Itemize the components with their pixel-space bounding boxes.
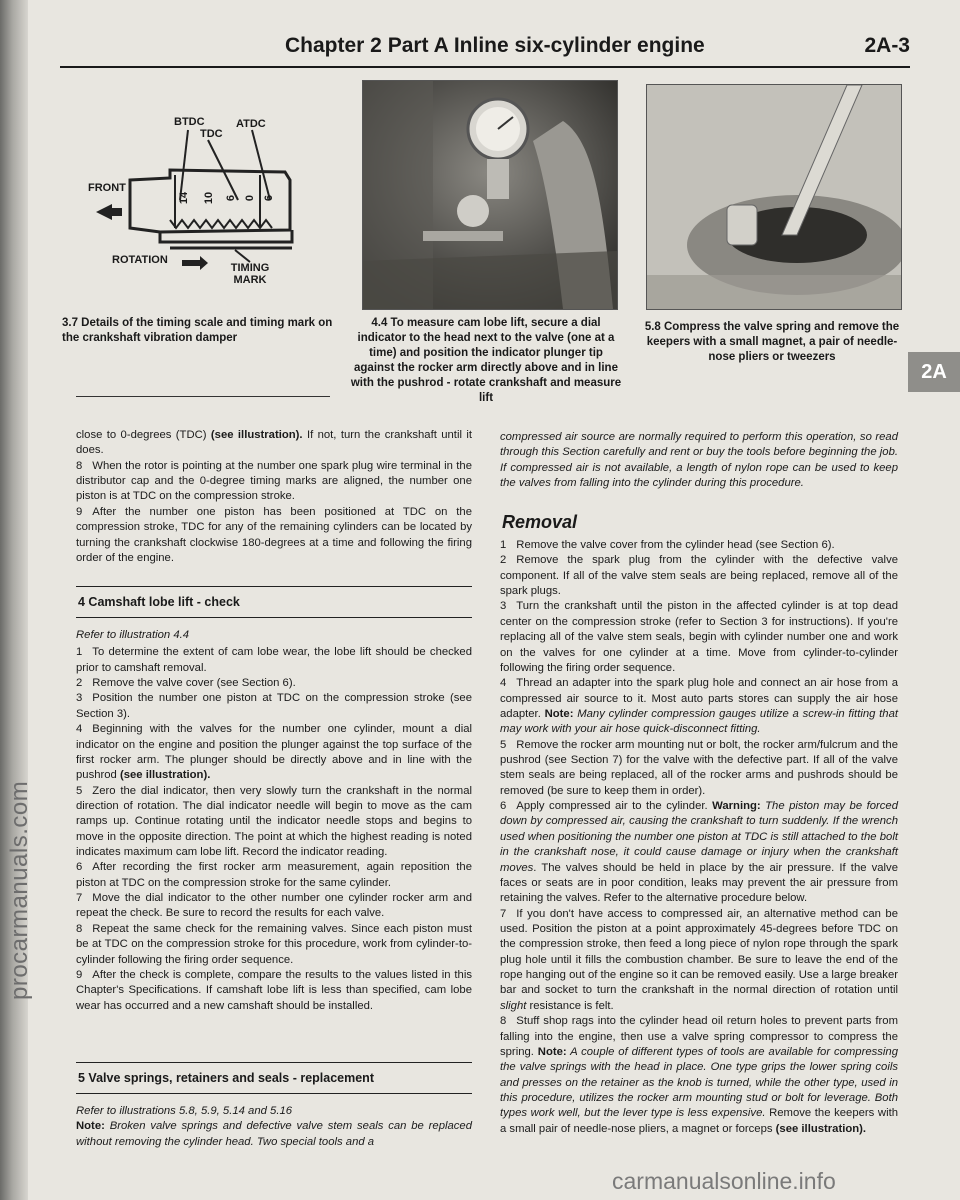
figure-3-7-caption: 3.7 Details of the timing scale and timing mark on the crankshaft vibration damper [62,317,333,344]
scale-number: 14 [178,191,191,205]
section-4-heading: 4 Camshaft lobe lift - check [76,586,472,618]
right-column-intro [500,430,898,491]
intro-paragraph: close to 0-degrees (TDC) (see illustration). If not, turn the crankshaft until it does. [76,429,472,457]
page-number: 2A-3 [864,34,910,57]
scale-number: 10 [203,191,216,205]
bottom-watermark: carmanualsonline.info [612,1168,836,1194]
step-paragraph: 2 Remove the spark plug from the cylinder with the defective valve component. If all of the valve stem seals are being replaced, remove all of the spark plugs. [500,554,898,598]
scale-number: 0 [244,194,257,202]
refer-line: Refer to illustrations 5.8, 5.9, 5.14 and 5.16 [76,1105,293,1117]
scale-number: 6 [262,194,275,202]
left-column-top [76,428,472,566]
dial-indicator-photo [362,80,618,310]
timing-mark-label: TIMING MARK [230,262,270,287]
page-header [60,30,910,68]
left-column-section4 [76,628,472,1014]
step-paragraph: 2 Remove the valve cover (see Section 6). [76,677,296,690]
refer-line: Refer to illustration 4.4 [76,629,190,641]
btdc-label: BTDC [174,116,205,128]
timing-diagram [60,100,340,310]
chapter-tab: 2A [908,352,960,392]
step-paragraph: 9 After the number one piston has been positioned at TDC on the compression stroke, TDC for any of the remaining cylinders can be located by turning the crankshaft clockwise 180-degrees at a time and following the firing order of the engine. [76,505,472,564]
step-paragraph: 7 Move the dial indicator to the other number one cylinder rocker arm and repeat the check. Be sure to record the results for each valve. [76,892,472,920]
figure-5-8-caption: 5.8 Compress the valve spring and remove the keepers with a small magnet, a pair of needle-nose pliers or tweezers [644,321,900,363]
step-paragraph: 5 Zero the dial indicator, then very slowly turn the crankshaft in the normal direction of rotation. The dial indicator needle will begin to move as the cam ramps up. Continue rotating until the indicator needle stops and begins to move in the opposite direction. The point at which the highest reading is noted indicates maximum cam lobe lift. Record the indicator reading. [76,784,472,859]
removal-heading: Removal [502,512,578,532]
step-paragraph: 7 If you don't have access to compressed air, an alternative method can be used. Position the piston at a point approximately 45-degrees before TDC on the compression stroke, then feed a long piece of nylon rope through the spark plug hole until it fills the combustion chamber. Be sure to leave the end of the rope hanging out of the engine so it can be removed easily. Use a large breaker bar and socket to turn the crankshaft in the normal direction of rotation until slight resistance is felt. [500,907,898,1012]
step-paragraph: 1 To determine the extent of cam lobe wear, the lobe lift should be checked prior to camshaft removal. [76,646,472,674]
step-paragraph: 4 Beginning with the valves for the number one cylinder, mount a dial indicator on the engine and position the plunger against the top surface of the first rocker arm. The plunger should be directly above and in line with the pushrod (see illustration). [76,723,472,782]
right-column-steps [500,538,898,1137]
step-paragraph: 8 Stuff shop rags into the cylinder head oil return holes to prevent parts from falling into the engine, then use a valve spring compressor to compress the spring. Note: A couple of different types of tools are available for compressing the valve springs with the head in place. One type grips the lower spring coils and presses on the retainer as the knob is turned, while the other type, used in this procedure, utilizes the rocker arm mounting stud or bolt for leverage. Both types work well, but the lever type is less expensive. Remove the keepers with a small pair of needle-nose pliers, a magnet or forceps (see illustration). [500,1015,899,1135]
section-5-heading: 5 Valve springs, retainers and seals - replacement [76,1062,472,1094]
chapter-title: Chapter 2 Part A Inline six-cylinder engine [285,34,705,57]
step-paragraph: 9 After the check is complete, compare the results to the values listed in this Chapter's Specifications. If camshaft lobe lift is less than specified, cam lobe wear has occurred and a new camshaft should be installed. [76,968,472,1012]
step-paragraph: 8 When the rotor is pointing at the number one spark plug wire terminal in the distributor cap and the 0-degree timing marks are aligned, the number one piston is at TDC on the compression stroke. [76,459,472,503]
tdc-label: TDC [200,128,223,140]
step-paragraph: 8 Repeat the same check for the remaining valves. Since each piston must be at TDC on the compression stroke for this procedure, work from cylinder-to-cylinder following the firing order sequence. [76,922,472,966]
front-label: FRONT [88,182,126,194]
note-paragraph: Note: Broken valve springs and defective valve stem seals can be replaced without removing the cylinder head. Two special tools and a [76,1120,472,1148]
left-column-section5 [76,1104,472,1150]
atdc-label: ATDC [236,118,266,130]
valve-spring-photo [646,84,902,310]
scale-number: 6 [225,194,238,202]
step-paragraph: 6 After recording the first rocker arm measurement, again reposition the piston at TDC on the compression stroke for the same cylinder. [76,861,472,889]
side-watermark: procarmanuals.com [6,780,33,1000]
timing-scale-numbers [178,191,275,205]
rotation-label: ROTATION [112,254,168,266]
figure-4-4-caption: 4.4 To measure cam lobe lift, secure a dial indicator to the head next to the valve (one at a time) and position the indicator plunger tip against the rocker arm directly above and in line with the pushrod - rotate crankshaft and measure lift [350,317,622,404]
step-paragraph: 4 Thread an adapter into the spark plug hole and connect an air hose from a compressed air source to it. Most auto parts stores can supply the air hose adapter. Note: Many cylinder compression gauges utilize a screw-in fitting that may work with your air hose quick-disconnect fitting. [500,677,899,736]
caption-rule [76,396,330,397]
step-paragraph: 1 Remove the valve cover from the cylinder head (see Section 6). [500,539,835,551]
page-binding-shadow [0,0,28,1200]
step-paragraph: 6 Apply compressed air to the cylinder. Warning: The piston may be forced down by compressed air, causing the crankshaft to turn suddenly. If the wrench used when positioning the number one piston at TDC is still attached to the bolt in the crankshaft nose, it could cause damage or injury when the crankshaft moves. The valves should be held in place by the air pressure. If the valve faces or seats are in poor condition, leaks may prevent the air pressure from retaining the valves. Refer to the alternative procedure below. [500,800,898,905]
step-paragraph: 3 Turn the crankshaft until the piston in the affected cylinder is at top dead center on the compression stroke (refer to Section 3 for instructions). If you're replacing all of the valve stem seals, begin with cylinder number one and work on the valves for one cylinder at a time. Move from cylinder-to-cylinder following the firing order sequence. [500,600,898,674]
step-paragraph: 3 Position the number one piston at TDC on the compression stroke (see Section 3). [76,692,472,720]
intro-paragraph: compressed air source are normally required to perform this operation, so read through this Section carefully and rent or buy the tools before beginning the job. If compressed air is not available, a length of nylon rope can be used to keep the valves from falling into the cylinder during this procedure. [500,431,898,490]
step-paragraph: 5 Remove the rocker arm mounting nut or bolt, the rocker arm/fulcrum and the pushrod (see Section 7) for the valve with the defective part. If all of the valve stem seals are being replaced, all of the rocker arms and pushrods should be removed (be sure to keep them in order). [500,738,898,797]
